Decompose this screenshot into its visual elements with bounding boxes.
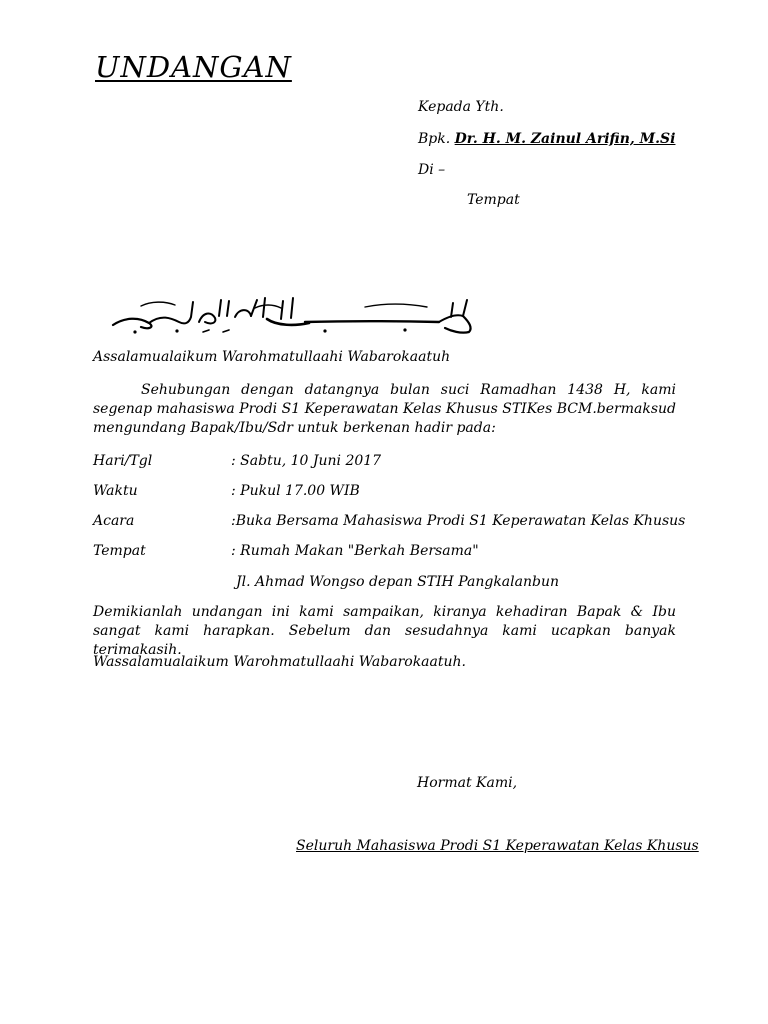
opening-greeting: Assalamualaikum Warohmatullaahi Wabarokaatuh [93,349,451,365]
closing-greeting: Wassalamualaikum Warohmatullaahi Wabarokaatuh. [93,654,466,670]
detail-value-place: : Rumah Makan "Berkah Bersama" [231,543,479,559]
recipient-prefix: Bpk. [418,131,455,147]
recipient-line [418,131,675,147]
detail-label-event: Acara [93,513,135,529]
document-title: UNDANGAN [95,50,292,84]
signatory: Seluruh Mahasiswa Prodi S1 Keperawatan Kelas Khusus [296,838,699,854]
regards-text: Hormat Kami, [417,775,518,791]
detail-address: Jl. Ahmad Wongso depan STIH Pangkalanbun [236,574,559,590]
detail-label-date: Hari/Tgl [93,453,153,469]
closing-paragraph: Demikianlah undangan ini kami sampaikan, kiranya kehadiran Bapak & Ibu sangat kami harapkan. Sebelum dan sesudahnya kami ucapkan banyak terimakasih. [93,604,676,658]
bismillah-calligraphy [105,292,480,337]
recipient-tempat: Tempat [467,192,520,208]
detail-value-event: :Buka Bersama Mahasiswa Prodi S1 Keperawatan Kelas Khusus [231,513,686,529]
recipient-salutation: Kepada Yth. [418,99,504,115]
detail-label-place: Tempat [93,543,146,559]
recipient-name: Dr. H. M. Zainul Arifin, M.Si [454,131,676,147]
detail-label-time: Waktu [93,483,138,499]
detail-value-time: : Pukul 17.00 WIB [231,483,360,499]
recipient-di: Di – [418,162,446,178]
invitation-paragraph: Sehubungan dengan datangnya bulan suci Ramadhan 1438 H, kami segenap mahasiswa Prodi S1 Keperawatan Kelas Khusus STIKes BCM.bermaksud mengundang Bapak/Ibu/Sdr untuk berkenan hadir pada: [93,382,676,436]
detail-value-date: : Sabtu, 10 Juni 2017 [231,453,382,469]
